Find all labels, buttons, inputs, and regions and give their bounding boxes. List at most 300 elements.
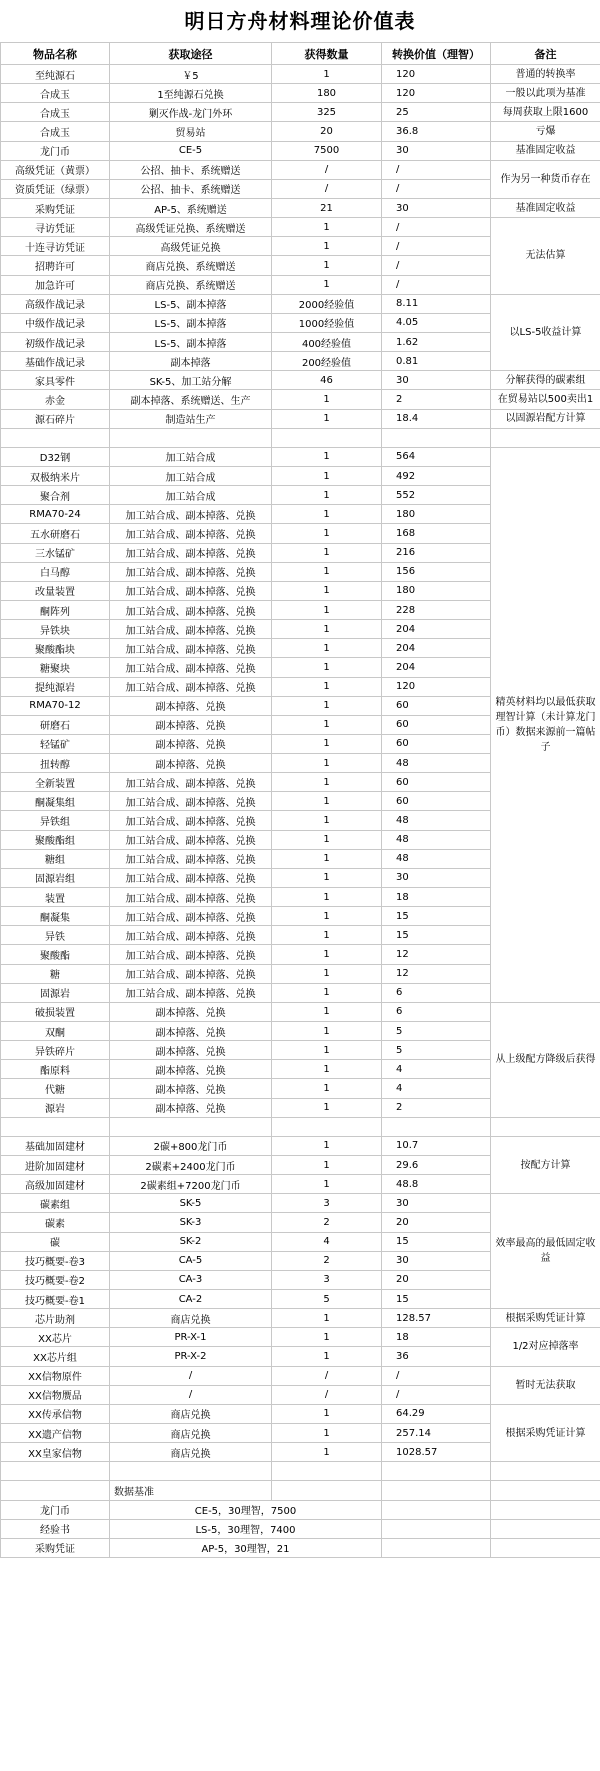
source-cell: 加工站合成、副本掉落、兑换 xyxy=(110,543,272,562)
source-cell: 加工站合成、副本掉落、兑换 xyxy=(110,639,272,658)
item-name-cell: RMA70-12 xyxy=(1,696,110,715)
item-name-cell: 资质凭证（绿票） xyxy=(1,179,110,198)
item-name-cell: 赤金 xyxy=(1,390,110,409)
value-cell: 228 xyxy=(382,600,491,619)
material-value-table xyxy=(0,42,600,1558)
quantity-cell: 1 xyxy=(272,945,382,964)
source-cell: 加工站合成 xyxy=(110,466,272,485)
item-name-cell: 技巧概要-卷2 xyxy=(1,1270,110,1289)
value-cell: 120 xyxy=(382,65,491,84)
header-source: 获取途径 xyxy=(110,43,272,65)
source-cell: 商店兑换 xyxy=(110,1404,272,1423)
item-name-cell: 聚酸酯组 xyxy=(1,830,110,849)
item-name-cell: 寻访凭证 xyxy=(1,218,110,237)
source-cell: 副本掉落 xyxy=(110,352,272,371)
basis-row xyxy=(1,1538,600,1557)
item-name-cell: 加急许可 xyxy=(1,275,110,294)
value-cell: 4 xyxy=(382,1060,491,1079)
quantity-cell: 1 xyxy=(272,811,382,830)
note-cell: 分解获得的碳素组 xyxy=(491,371,600,390)
value-cell: 204 xyxy=(382,639,491,658)
quantity-cell: 1 xyxy=(272,1002,382,1021)
source-cell: AP-5、系统赠送 xyxy=(110,198,272,217)
item-name-cell: 改量装置 xyxy=(1,581,110,600)
item-name-cell: 糖组 xyxy=(1,849,110,868)
quantity-cell: 1 xyxy=(272,715,382,734)
quantity-cell: 1 xyxy=(272,926,382,945)
item-name-cell: 固源岩组 xyxy=(1,868,110,887)
value-cell: 1.62 xyxy=(382,332,491,351)
item-name-cell: 高级作战记录 xyxy=(1,294,110,313)
quantity-cell: 1 xyxy=(272,830,382,849)
source-cell: PR-X-1 xyxy=(110,1328,272,1347)
table-row xyxy=(1,1309,600,1328)
note-cell: 暂时无法获取 xyxy=(491,1366,600,1404)
value-cell: 204 xyxy=(382,620,491,639)
value-cell xyxy=(382,1462,491,1481)
value-cell: 18 xyxy=(382,888,491,907)
note-cell: 每周获取上限1600 xyxy=(491,103,600,122)
quantity-cell: 325 xyxy=(272,103,382,122)
source-cell: 副本掉落、兑换 xyxy=(110,1079,272,1098)
quantity-cell: 3 xyxy=(272,1270,382,1289)
quantity-cell: 1 xyxy=(272,620,382,639)
source-cell: 加工站合成、副本掉落、兑换 xyxy=(110,620,272,639)
quantity-cell: 1 xyxy=(272,486,382,505)
source-cell: 制造站生产 xyxy=(110,409,272,428)
basis-spacer-cell xyxy=(382,1519,491,1538)
value-cell: 128.57 xyxy=(382,1309,491,1328)
quantity-cell: 4 xyxy=(272,1232,382,1251)
quantity-cell: 200经验值 xyxy=(272,352,382,371)
value-cell: 8.11 xyxy=(382,294,491,313)
basis-spacer-cell xyxy=(491,1538,600,1557)
quantity-cell: 400经验值 xyxy=(272,332,382,351)
value-cell: 15 xyxy=(382,1232,491,1251)
basis-detail-cell: LS-5，30理智，7400 xyxy=(110,1519,382,1538)
value-cell: 30 xyxy=(382,141,491,160)
source-cell: 剿灭作战-龙门外环 xyxy=(110,103,272,122)
source-cell: SK-2 xyxy=(110,1232,272,1251)
quantity-cell: 1 xyxy=(272,237,382,256)
basis-spacer-cell xyxy=(491,1500,600,1519)
value-cell: 120 xyxy=(382,677,491,696)
quantity-cell: 1 xyxy=(272,1098,382,1117)
quantity-cell: 1 xyxy=(272,773,382,792)
item-name-cell: XX信物原件 xyxy=(1,1366,110,1385)
value-cell: 6 xyxy=(382,1002,491,1021)
quantity-cell: 1 xyxy=(272,1136,382,1155)
basis-item-cell: 经验书 xyxy=(1,1519,110,1538)
note-cell: 精英材料均以最低获取理智计算（未计算龙门币）数据来源前一篇帖子 xyxy=(491,447,600,1002)
source-cell: SK-5 xyxy=(110,1194,272,1213)
source-cell: 加工站合成、副本掉落、兑换 xyxy=(110,658,272,677)
quantity-cell: 1 xyxy=(272,849,382,868)
value-cell: 60 xyxy=(382,696,491,715)
table-row xyxy=(1,141,600,160)
item-name-cell: 至纯源石 xyxy=(1,65,110,84)
value-cell: 2 xyxy=(382,1098,491,1117)
table-row xyxy=(1,160,600,179)
value-cell: 18.4 xyxy=(382,409,491,428)
basis-spacer-cell xyxy=(491,1481,600,1500)
item-name-cell: 技巧概要-卷3 xyxy=(1,1251,110,1270)
item-name-cell: 全新装置 xyxy=(1,773,110,792)
item-name-cell: 龙门币 xyxy=(1,141,110,160)
source-cell: 加工站合成、副本掉落、兑换 xyxy=(110,773,272,792)
note-cell xyxy=(491,1117,600,1136)
item-name-cell: 芯片助剂 xyxy=(1,1309,110,1328)
table-row xyxy=(1,1002,600,1021)
source-cell: 2碳+800龙门币 xyxy=(110,1136,272,1155)
value-cell: / xyxy=(382,275,491,294)
quantity-cell: / xyxy=(272,1385,382,1404)
quantity-cell: 180 xyxy=(272,84,382,103)
source-cell: 副本掉落、兑换 xyxy=(110,754,272,773)
note-cell: 基准固定收益 xyxy=(491,198,600,217)
source-cell: 副本掉落、兑换 xyxy=(110,696,272,715)
source-cell: LS-5、副本掉落 xyxy=(110,294,272,313)
source-cell: 商店兑换、系统赠送 xyxy=(110,275,272,294)
note-cell: 根据采购凭证计算 xyxy=(491,1404,600,1461)
item-name-cell: 异铁 xyxy=(1,926,110,945)
value-cell: 20 xyxy=(382,1213,491,1232)
value-cell: 30 xyxy=(382,198,491,217)
table-row xyxy=(1,122,600,141)
table-row xyxy=(1,428,600,447)
item-name-cell: 提纯源岩 xyxy=(1,677,110,696)
note-cell xyxy=(491,428,600,447)
value-cell: 5 xyxy=(382,1022,491,1041)
table-row xyxy=(1,1404,600,1423)
value-cell: 120 xyxy=(382,84,491,103)
quantity-cell: / xyxy=(272,179,382,198)
table-row xyxy=(1,84,600,103)
source-cell: 加工站合成、副本掉落、兑换 xyxy=(110,926,272,945)
value-cell: / xyxy=(382,218,491,237)
basis-spacer-cell xyxy=(272,1481,382,1500)
value-cell: 0.81 xyxy=(382,352,491,371)
table-row xyxy=(1,1366,600,1385)
value-cell: 564 xyxy=(382,447,491,466)
table-header-row xyxy=(1,43,600,65)
value-cell: 5 xyxy=(382,1041,491,1060)
source-cell: 高级凭证兑换 xyxy=(110,237,272,256)
quantity-cell: 1 xyxy=(272,907,382,926)
value-cell: 10.7 xyxy=(382,1136,491,1155)
source-cell: 加工站合成、副本掉落、兑换 xyxy=(110,811,272,830)
source-cell: 加工站合成、副本掉落、兑换 xyxy=(110,830,272,849)
quantity-cell: 1 xyxy=(272,888,382,907)
table-row xyxy=(1,1136,600,1155)
source-cell: CA-5 xyxy=(110,1251,272,1270)
note-cell: 从上级配方降级后获得 xyxy=(491,1002,600,1117)
quantity-cell: 1 xyxy=(272,256,382,275)
quantity-cell: 1 xyxy=(272,562,382,581)
quantity-cell: 1 xyxy=(272,543,382,562)
value-cell: 48.8 xyxy=(382,1175,491,1194)
value-cell: / xyxy=(382,179,491,198)
value-cell xyxy=(382,428,491,447)
value-cell: 15 xyxy=(382,926,491,945)
note-cell: 普通的转换率 xyxy=(491,65,600,84)
item-name-cell: XX芯片 xyxy=(1,1328,110,1347)
quantity-cell: 1 xyxy=(272,754,382,773)
basis-row xyxy=(1,1519,600,1538)
table-row xyxy=(1,1194,600,1213)
item-name-cell: 研磨石 xyxy=(1,715,110,734)
value-cell: 180 xyxy=(382,581,491,600)
table-row xyxy=(1,218,600,237)
quantity-cell: 1 xyxy=(272,983,382,1002)
source-cell: 加工站合成、副本掉落、兑换 xyxy=(110,983,272,1002)
table-body xyxy=(1,65,600,1558)
quantity-cell: 1 xyxy=(272,1022,382,1041)
item-name-cell: 十连寻访凭证 xyxy=(1,237,110,256)
item-name-cell: 固源岩 xyxy=(1,983,110,1002)
value-cell xyxy=(382,1117,491,1136)
item-name-cell: 异铁块 xyxy=(1,620,110,639)
item-name-cell: XX皇家信物 xyxy=(1,1443,110,1462)
value-cell: 30 xyxy=(382,1194,491,1213)
basis-spacer-cell xyxy=(491,1519,600,1538)
item-name-cell: 源石碎片 xyxy=(1,409,110,428)
source-cell: 公招、抽卡、系统赠送 xyxy=(110,179,272,198)
item-name-cell: 基础作战记录 xyxy=(1,352,110,371)
item-name-cell: 源岩 xyxy=(1,1098,110,1117)
source-cell: CA-2 xyxy=(110,1290,272,1309)
item-name-cell: 基础加固建材 xyxy=(1,1136,110,1155)
basis-spacer-cell xyxy=(382,1500,491,1519)
item-name-cell: 中级作战记录 xyxy=(1,313,110,332)
source-cell: 加工站合成、副本掉落、兑换 xyxy=(110,505,272,524)
note-cell: 以LS-5收益计算 xyxy=(491,294,600,371)
item-name-cell: 糖 xyxy=(1,964,110,983)
item-name-cell: 双极纳米片 xyxy=(1,466,110,485)
basis-header-row xyxy=(1,1481,600,1500)
item-name-cell: D32钢 xyxy=(1,447,110,466)
quantity-cell: 3 xyxy=(272,1194,382,1213)
source-cell xyxy=(110,428,272,447)
quantity-cell: / xyxy=(272,160,382,179)
quantity-cell: 2 xyxy=(272,1251,382,1270)
item-name-cell: 代糖 xyxy=(1,1079,110,1098)
page-title: 明日方舟材料理论价值表 xyxy=(184,9,416,33)
value-cell: 29.6 xyxy=(382,1156,491,1175)
item-name-cell: 技巧概要-卷1 xyxy=(1,1290,110,1309)
quantity-cell: 1 xyxy=(272,792,382,811)
quantity-cell: 1000经验值 xyxy=(272,313,382,332)
source-cell: 副本掉落、系统赠送、生产 xyxy=(110,390,272,409)
item-name-cell: 轻锰矿 xyxy=(1,734,110,753)
source-cell: 加工站合成、副本掉落、兑换 xyxy=(110,849,272,868)
source-cell: 加工站合成、副本掉落、兑换 xyxy=(110,888,272,907)
source-cell: 商店兑换 xyxy=(110,1309,272,1328)
source-cell: 2碳素组+7200龙门币 xyxy=(110,1175,272,1194)
note-cell: 1/2对应掉落率 xyxy=(491,1328,600,1366)
basis-item-cell: 采购凭证 xyxy=(1,1538,110,1557)
source-cell: / xyxy=(110,1385,272,1404)
value-cell: 48 xyxy=(382,849,491,868)
value-cell: 60 xyxy=(382,773,491,792)
quantity-cell: 1 xyxy=(272,275,382,294)
source-cell: 副本掉落、兑换 xyxy=(110,1060,272,1079)
item-name-cell: 酮阵列 xyxy=(1,600,110,619)
source-cell: 商店兑换 xyxy=(110,1443,272,1462)
value-cell: 552 xyxy=(382,486,491,505)
quantity-cell: 1 xyxy=(272,524,382,543)
source-cell: ￥5 xyxy=(110,65,272,84)
source-cell: 副本掉落、兑换 xyxy=(110,1002,272,1021)
item-name-cell: 碳素 xyxy=(1,1213,110,1232)
source-cell: 加工站合成、副本掉落、兑换 xyxy=(110,581,272,600)
quantity-cell: 1 xyxy=(272,447,382,466)
source-cell: SK-3 xyxy=(110,1213,272,1232)
source-cell: 加工站合成、副本掉落、兑换 xyxy=(110,600,272,619)
value-cell: 204 xyxy=(382,658,491,677)
item-name-cell: 聚酸酯块 xyxy=(1,639,110,658)
source-cell: 副本掉落、兑换 xyxy=(110,1041,272,1060)
item-name-cell: XX芯片组 xyxy=(1,1347,110,1366)
source-cell: LS-5、副本掉落 xyxy=(110,313,272,332)
quantity-cell: 21 xyxy=(272,198,382,217)
note-cell: 基准固定收益 xyxy=(491,141,600,160)
quantity-cell: 1 xyxy=(272,1156,382,1175)
item-name-cell xyxy=(1,1462,110,1481)
value-cell: 1028.57 xyxy=(382,1443,491,1462)
note-cell: 亏爆 xyxy=(491,122,600,141)
table-row xyxy=(1,65,600,84)
value-cell: 48 xyxy=(382,754,491,773)
quantity-cell: 7500 xyxy=(272,141,382,160)
value-cell: 257.14 xyxy=(382,1423,491,1442)
source-cell: 加工站合成、副本掉落、兑换 xyxy=(110,792,272,811)
item-name-cell: 聚合剂 xyxy=(1,486,110,505)
value-cell: 30 xyxy=(382,371,491,390)
value-cell: 18 xyxy=(382,1328,491,1347)
item-name-cell: 合成玉 xyxy=(1,103,110,122)
quantity-cell: 1 xyxy=(272,1309,382,1328)
quantity-cell: 1 xyxy=(272,581,382,600)
item-name-cell: 扭转醇 xyxy=(1,754,110,773)
source-cell: 商店兑换、系统赠送 xyxy=(110,256,272,275)
quantity-cell: 1 xyxy=(272,1443,382,1462)
item-name-cell: 家具零件 xyxy=(1,371,110,390)
item-name-cell: 白马醇 xyxy=(1,562,110,581)
value-cell: 180 xyxy=(382,505,491,524)
quantity-cell: 20 xyxy=(272,122,382,141)
quantity-cell xyxy=(272,428,382,447)
source-cell xyxy=(110,1462,272,1481)
source-cell: 加工站合成 xyxy=(110,447,272,466)
value-cell: 20 xyxy=(382,1270,491,1289)
table-row xyxy=(1,1462,600,1481)
value-cell: 36 xyxy=(382,1347,491,1366)
source-cell: 公招、抽卡、系统赠送 xyxy=(110,160,272,179)
value-cell: / xyxy=(382,237,491,256)
item-name-cell: 初级作战记录 xyxy=(1,332,110,351)
value-cell: 168 xyxy=(382,524,491,543)
source-cell: 商店兑换 xyxy=(110,1423,272,1442)
value-cell: 30 xyxy=(382,868,491,887)
source-cell: 副本掉落、兑换 xyxy=(110,734,272,753)
header-quantity: 获得数量 xyxy=(272,43,382,65)
table-row xyxy=(1,198,600,217)
value-cell: 4 xyxy=(382,1079,491,1098)
source-cell: CA-3 xyxy=(110,1270,272,1289)
quantity-cell: 1 xyxy=(272,1347,382,1366)
table-row xyxy=(1,1117,600,1136)
basis-spacer-cell xyxy=(382,1538,491,1557)
item-name-cell: 糖聚块 xyxy=(1,658,110,677)
source-cell: 2碳素+2400龙门币 xyxy=(110,1156,272,1175)
value-cell: 64.29 xyxy=(382,1404,491,1423)
value-cell: / xyxy=(382,256,491,275)
item-name-cell xyxy=(1,428,110,447)
value-cell: / xyxy=(382,1366,491,1385)
source-cell: 加工站合成、副本掉落、兑换 xyxy=(110,868,272,887)
value-cell: 156 xyxy=(382,562,491,581)
quantity-cell: 1 xyxy=(272,696,382,715)
source-cell: 加工站合成、副本掉落、兑换 xyxy=(110,562,272,581)
value-cell: 4.05 xyxy=(382,313,491,332)
source-cell: 1至纯源石兑换 xyxy=(110,84,272,103)
item-name-cell: 酯原料 xyxy=(1,1060,110,1079)
quantity-cell: 1 xyxy=(272,1079,382,1098)
quantity-cell: 1 xyxy=(272,734,382,753)
item-name-cell: 采购凭证 xyxy=(1,198,110,217)
source-cell xyxy=(110,1117,272,1136)
item-name-cell: 聚酸酯 xyxy=(1,945,110,964)
source-cell: LS-5、副本掉落 xyxy=(110,332,272,351)
quantity-cell: 1 xyxy=(272,964,382,983)
table-row xyxy=(1,409,600,428)
note-cell: 一般以此项为基准 xyxy=(491,84,600,103)
header-item-name: 物品名称 xyxy=(1,43,110,65)
table-row xyxy=(1,390,600,409)
source-cell: 副本掉落、兑换 xyxy=(110,715,272,734)
source-cell: / xyxy=(110,1366,272,1385)
table-row xyxy=(1,371,600,390)
quantity-cell: 1 xyxy=(272,1175,382,1194)
quantity-cell: 1 xyxy=(272,677,382,696)
item-name-cell: 高级凭证（黄票） xyxy=(1,160,110,179)
note-cell: 作为另一种货币存在 xyxy=(491,160,600,198)
item-name-cell: 招聘许可 xyxy=(1,256,110,275)
item-name-cell: 异铁碎片 xyxy=(1,1041,110,1060)
basis-detail-cell: CE-5，30理智，7500 xyxy=(110,1500,382,1519)
value-cell: 6 xyxy=(382,983,491,1002)
basis-row xyxy=(1,1500,600,1519)
basis-spacer-cell xyxy=(1,1481,110,1500)
item-name-cell: 破损装置 xyxy=(1,1002,110,1021)
item-name-cell: 双酮 xyxy=(1,1022,110,1041)
source-cell: CE-5 xyxy=(110,141,272,160)
quantity-cell: 1 xyxy=(272,505,382,524)
quantity-cell: 1 xyxy=(272,65,382,84)
source-cell: 加工站合成、副本掉落、兑换 xyxy=(110,964,272,983)
source-cell: 副本掉落、兑换 xyxy=(110,1098,272,1117)
value-cell: / xyxy=(382,1385,491,1404)
value-cell: 36.8 xyxy=(382,122,491,141)
note-cell: 在贸易站以500卖出1 xyxy=(491,390,600,409)
basis-spacer-cell xyxy=(382,1481,491,1500)
source-cell: SK-5、加工站分解 xyxy=(110,371,272,390)
quantity-cell xyxy=(272,1462,382,1481)
value-cell: 492 xyxy=(382,466,491,485)
note-cell: 无法估算 xyxy=(491,218,600,295)
quantity-cell: 2 xyxy=(272,1213,382,1232)
